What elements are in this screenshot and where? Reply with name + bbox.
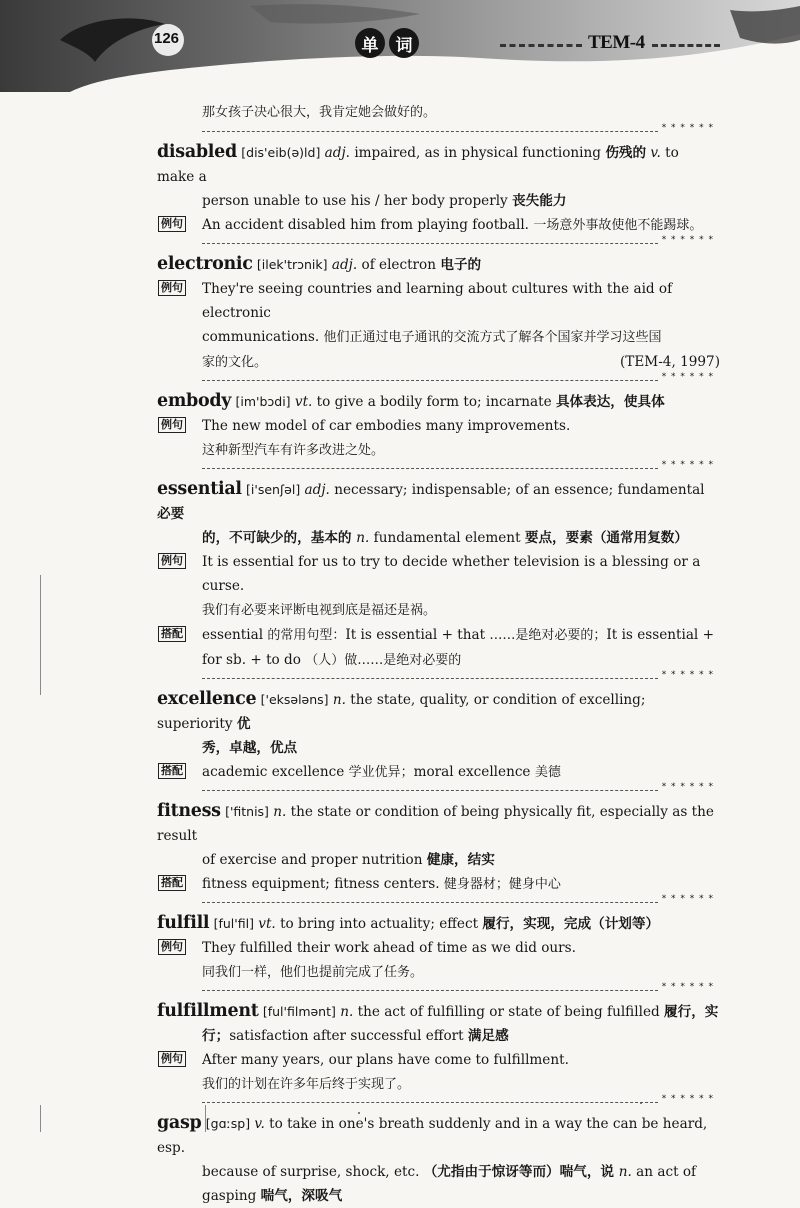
text-segment: It is essential + bbox=[606, 627, 714, 643]
sub-line bbox=[202, 213, 720, 238]
definition-line bbox=[157, 389, 720, 414]
text-segment: essential bbox=[202, 627, 268, 643]
section-title bbox=[355, 28, 419, 58]
chinese-definition: 的，不可缺少的，基本的 bbox=[202, 530, 357, 546]
text-segment: fundamental element bbox=[369, 530, 525, 546]
header-dashes-right bbox=[652, 44, 720, 47]
text-segment: to give a bodily form to; incarnate bbox=[312, 394, 556, 410]
definition-line bbox=[157, 799, 720, 848]
chinese-definition: 电子的 bbox=[440, 257, 482, 273]
phonetic: [dis'eib(ə)ld] bbox=[241, 145, 321, 160]
text-segment: to bring into actuality; effect bbox=[275, 916, 483, 932]
chinese-translation: 这种新型汽车有许多改进之处。 bbox=[202, 443, 385, 458]
text-segment: After many years, our plans have come to fulfillment. bbox=[202, 1052, 569, 1068]
chinese-translation: 同我们一样，他们也提前完成了任务。 bbox=[202, 965, 424, 980]
separator-stars: * * * * * * bbox=[661, 460, 714, 470]
chinese-definition: 行； bbox=[202, 1028, 230, 1044]
dictionary-entries bbox=[157, 100, 720, 1208]
text-segment: An accident disabled him from playing football. bbox=[202, 217, 534, 233]
text-segment: impaired, as in physical functioning bbox=[350, 145, 606, 161]
part-of-speech: adj. bbox=[324, 145, 350, 161]
section-title-char-2: 词 bbox=[389, 28, 419, 58]
headword: fulfill bbox=[157, 913, 210, 933]
definition-line bbox=[157, 252, 720, 277]
part-of-speech: adj. bbox=[304, 482, 330, 498]
previous-example-translation: 那女孩子决心很大，我肯定她会做好的。 bbox=[202, 105, 437, 120]
text-segment: the act of fulfilling or state of being fulfilled bbox=[353, 1004, 665, 1020]
text-segment: because of surprise, shock, etc. bbox=[202, 1164, 424, 1180]
entry-separator bbox=[157, 1094, 720, 1109]
example-block bbox=[157, 277, 720, 375]
part-of-speech: adj. bbox=[331, 257, 358, 273]
text-segment: They're seeing countries and learning about cultures with the aid of electronic bbox=[202, 281, 673, 321]
text-segment: to make a bbox=[157, 145, 679, 185]
separator-stars: * * * * * * bbox=[661, 782, 714, 792]
chinese-definition: 履行，实 bbox=[664, 1004, 719, 1020]
part-of-speech: n. bbox=[356, 530, 370, 546]
headword: disabled bbox=[157, 142, 237, 162]
entry-excellence bbox=[157, 687, 720, 785]
text-segment: fitness equipment; fitness centers. bbox=[202, 876, 444, 892]
example-block bbox=[157, 213, 720, 238]
example-label: 例句 bbox=[158, 417, 186, 433]
chinese-definition: 具体表达，使具体 bbox=[555, 394, 665, 410]
chinese-definition: 必要 bbox=[157, 506, 185, 522]
definition-line bbox=[157, 1024, 720, 1048]
example-block bbox=[157, 1048, 720, 1097]
sub-line bbox=[202, 598, 720, 623]
chinese-translation: ……是绝对必要的； bbox=[489, 628, 607, 643]
text-segment: gasping bbox=[202, 1188, 261, 1204]
separator-stars: * * * * * * bbox=[661, 1094, 714, 1104]
chinese-definition: 优 bbox=[236, 716, 251, 732]
headword: essential bbox=[157, 479, 242, 499]
part-of-speech: n. bbox=[332, 692, 346, 708]
source-citation: (TEM-4, 1997) bbox=[620, 354, 720, 370]
example-block bbox=[157, 936, 720, 985]
entry-fulfillment bbox=[157, 999, 720, 1097]
scan-line bbox=[40, 1105, 41, 1132]
definition-line bbox=[157, 911, 720, 936]
text-segment: to take in one's breath suddenly and in a way the can be heard, esp. bbox=[157, 1116, 708, 1156]
definition-line bbox=[157, 1184, 720, 1208]
entry-separator bbox=[157, 894, 720, 909]
sub-line bbox=[202, 760, 720, 785]
separator-stars: * * * * * * bbox=[661, 372, 714, 382]
sub-line bbox=[202, 325, 720, 350]
example-label: 例句 bbox=[158, 1051, 186, 1067]
definition-line bbox=[157, 526, 720, 550]
example-label: 例句 bbox=[158, 553, 186, 569]
definition-line bbox=[157, 1160, 720, 1184]
headword: excellence bbox=[157, 689, 257, 709]
definition-line bbox=[157, 140, 720, 189]
entry-fitness bbox=[157, 799, 720, 897]
part-of-speech: vt. bbox=[294, 394, 313, 410]
collocation-label: 搭配 bbox=[158, 875, 186, 891]
phonetic: [ful'fil] bbox=[213, 916, 254, 931]
chinese-definition: 满足感 bbox=[467, 1028, 509, 1044]
text-segment: the state or condition of being physically fit, especially as the result bbox=[157, 804, 714, 844]
entry-fulfill bbox=[157, 911, 720, 985]
part-of-speech: v. bbox=[254, 1116, 265, 1132]
text-segment: It is essential + that bbox=[345, 627, 490, 643]
sub-line bbox=[202, 936, 720, 960]
sub-line bbox=[202, 1072, 720, 1097]
chinese-translation: 我们的计划在许多年后终于实现了。 bbox=[202, 1077, 411, 1092]
part-of-speech: n. bbox=[340, 1004, 354, 1020]
phonetic: [im'bɔdi] bbox=[235, 394, 291, 409]
sub-line bbox=[202, 414, 720, 438]
exam-label: TEM-4 bbox=[588, 32, 645, 53]
collocation-label: 搭配 bbox=[158, 626, 186, 642]
chinese-definition: 喘气，深吸气 bbox=[260, 1188, 343, 1204]
text-segment: moral excellence bbox=[413, 764, 535, 780]
separator-stars: * * * * * * bbox=[661, 235, 714, 245]
chinese-translation: 健身器材；健身中心 bbox=[443, 877, 561, 892]
phonetic: ['fitnis] bbox=[225, 804, 269, 819]
phonetic: ['eksələns] bbox=[260, 692, 329, 707]
headword: gasp bbox=[157, 1113, 202, 1133]
chinese-definition: 秀，卓越，优点 bbox=[202, 740, 298, 756]
text-segment: person unable to use his / her body properly bbox=[202, 193, 513, 209]
sub-line bbox=[202, 872, 720, 897]
chinese-translation: 一场意外事故使他不能踢球。 bbox=[533, 218, 703, 233]
part-of-speech: v. bbox=[650, 145, 661, 161]
page-header bbox=[0, 0, 800, 92]
definition-line bbox=[157, 687, 720, 736]
sub-line bbox=[202, 350, 720, 375]
entry-separator bbox=[157, 670, 720, 685]
sub-line bbox=[202, 960, 720, 985]
entry-electronic bbox=[157, 252, 720, 375]
text-segment: They fulfilled their work ahead of time as we did ours. bbox=[202, 940, 576, 956]
collocation-block bbox=[157, 623, 720, 673]
sub-line bbox=[202, 438, 720, 463]
example-label: 例句 bbox=[158, 939, 186, 955]
separator-stars: * * * * * * bbox=[661, 894, 714, 904]
text-segment: the state, quality, or condition of excelling; superiority bbox=[157, 692, 646, 732]
headword: fitness bbox=[157, 801, 221, 821]
chinese-translation: 的常用句型： bbox=[267, 628, 346, 643]
headword: fulfillment bbox=[157, 1001, 259, 1021]
chinese-definition: 履行，实现，完成（计划等） bbox=[482, 916, 660, 932]
definition-line bbox=[157, 848, 720, 872]
entry-separator bbox=[157, 372, 720, 387]
chinese-translation: （人）做……是绝对必要的 bbox=[305, 653, 462, 668]
sub-line bbox=[202, 648, 720, 673]
chinese-translation: 我们有必要来评断电视到底是福还是祸。 bbox=[202, 603, 437, 618]
part-of-speech: n. bbox=[273, 804, 287, 820]
text-segment: for sb. + to do bbox=[202, 652, 306, 668]
sub-line bbox=[202, 623, 720, 648]
definition-line bbox=[157, 736, 720, 760]
text-segment: of exercise and proper nutrition bbox=[202, 852, 427, 868]
separator-stars: * * * * * * bbox=[661, 670, 714, 680]
entry-separator bbox=[157, 982, 720, 997]
chinese-translation: 家的文化。 bbox=[202, 355, 268, 370]
text-segment: necessary; indispensable; of an essence; fundamental bbox=[329, 482, 705, 498]
chinese-translation: 他们正通过电子通讯的交流方式了解各个国家并学习这些国 bbox=[323, 330, 662, 345]
phonetic: [ful'filmənt] bbox=[262, 1004, 336, 1019]
definition-line bbox=[157, 189, 720, 213]
chinese-definition: 伤残的 bbox=[605, 145, 647, 161]
separator-stars: * * * * * * bbox=[661, 982, 714, 992]
phonetic: [ilek'trɔnik] bbox=[256, 257, 328, 272]
text-segment: satisfaction after successful effort bbox=[229, 1028, 468, 1044]
example-block bbox=[157, 550, 720, 623]
example-block bbox=[157, 414, 720, 463]
definition-line bbox=[157, 477, 720, 526]
separator-stars: * * * * * * bbox=[661, 123, 714, 133]
entry-separator bbox=[157, 235, 720, 250]
part-of-speech: vt. bbox=[258, 916, 276, 932]
sub-line bbox=[202, 1048, 720, 1072]
headword: embody bbox=[157, 391, 232, 411]
example-label: 例句 bbox=[158, 280, 186, 296]
entry-separator bbox=[157, 460, 720, 475]
chinese-translation: 学业优异； bbox=[348, 765, 414, 780]
chinese-translation: 美德 bbox=[534, 765, 561, 780]
scan-line bbox=[40, 575, 41, 695]
text-segment: The new model of car embodies many improvements. bbox=[202, 418, 571, 434]
entry-essential bbox=[157, 477, 720, 673]
header-dashes-left bbox=[500, 44, 582, 47]
section-title-char-1: 单 bbox=[355, 28, 385, 58]
collocation-block bbox=[157, 872, 720, 897]
example-label: 例句 bbox=[158, 216, 186, 232]
page-number: 126 bbox=[154, 30, 180, 47]
collocation-block bbox=[157, 760, 720, 785]
entry-embody bbox=[157, 389, 720, 463]
text-segment: academic excellence bbox=[202, 764, 349, 780]
chinese-definition: 健康，结实 bbox=[426, 852, 495, 868]
chinese-definition: 丧失能力 bbox=[512, 193, 567, 209]
sub-line bbox=[202, 550, 720, 598]
entry-separator bbox=[157, 123, 720, 138]
definition-line bbox=[157, 999, 720, 1024]
chinese-definition: 要点，要素（通常用复数） bbox=[524, 530, 688, 546]
part-of-speech: n. bbox=[618, 1164, 632, 1180]
entry-gasp bbox=[157, 1111, 720, 1208]
definition-line bbox=[157, 1111, 720, 1160]
text-segment: It is essential for us to try to decide whether television is a blessing or a curse. bbox=[202, 554, 701, 594]
collocation-label: 搭配 bbox=[158, 763, 186, 779]
text-segment: of electron bbox=[357, 257, 441, 273]
text-segment: an act of bbox=[631, 1164, 697, 1180]
phonetic: [gɑːsp] bbox=[205, 1116, 251, 1131]
entry-separator bbox=[157, 782, 720, 797]
phonetic: [i'senʃəl] bbox=[246, 482, 301, 497]
sub-line bbox=[202, 277, 720, 325]
text-segment: communications. bbox=[202, 329, 324, 345]
chinese-definition: （尤指由于惊讶等而）喘气，说 bbox=[423, 1164, 619, 1180]
headword: electronic bbox=[157, 254, 253, 274]
entry-disabled bbox=[157, 140, 720, 238]
